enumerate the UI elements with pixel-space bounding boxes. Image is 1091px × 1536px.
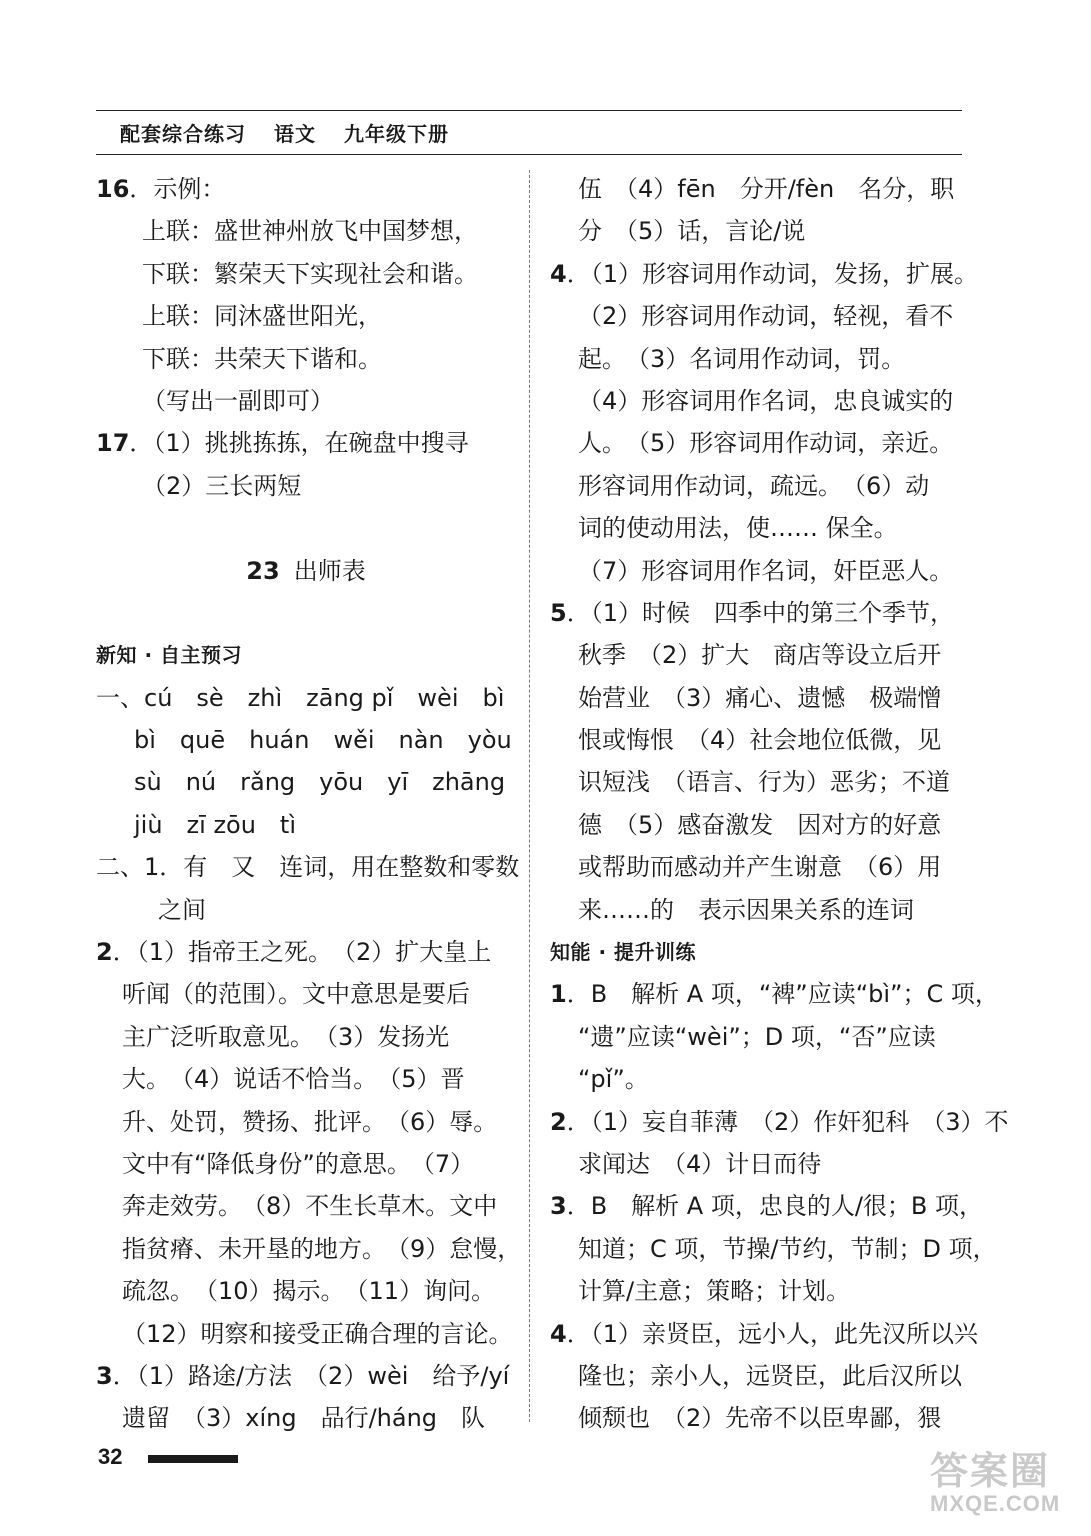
q4-line: （7）形容词用作名词，奸臣恶人。 [578, 556, 954, 585]
page-number-bar [148, 1455, 238, 1463]
q16-line: 16．示例： [96, 175, 226, 203]
q16-line: （写出一副即可） [142, 386, 334, 415]
q4-line: 起。 （3）名词用作动词，罚。 [578, 344, 906, 373]
q4-line: 人。 （5）形容词用作动词，亲近。 [578, 429, 954, 458]
part1-line: sù nú rǎng yōu yī zhāng [134, 768, 506, 797]
left-column [96, 168, 522, 1440]
t3-number: 3 [550, 1192, 567, 1221]
q4-number: 4 [550, 259, 567, 288]
q2-line: 听闻（的范围）。文中意思是要后 [122, 980, 470, 1009]
q3-cont-line: 伍 （4）fēn 分开/fèn 名分，职 [578, 175, 955, 203]
q5-line: 秋季 （2）扩大 商店等设立后开 [578, 641, 942, 670]
q16-line: 上联：盛世神州放飞中国梦想， [142, 217, 478, 246]
q2-line: 主广泛听取意见。 （3）发扬光 [122, 1022, 450, 1051]
q2-line: 升、处罚，赞扬、批评。 （6）辱。 [122, 1107, 498, 1136]
t1-line: “pǐ”。 [578, 1065, 649, 1094]
q16-line: 下联：繁荣天下实现社会和谐。 [142, 259, 478, 288]
q4-line: 词的使动用法，使…… 保全。 [578, 514, 898, 543]
watermark-text: 答案圈 [930, 1451, 1051, 1493]
q3-line: 3．（1）路途/方法 （2）wèi 给予/yí [96, 1361, 510, 1390]
header-bottom-rule [96, 154, 962, 155]
q3-number: 3 [96, 1361, 113, 1390]
q16-line: 下联：共荣天下谐和。 [142, 344, 382, 373]
q2-number: 2 [96, 938, 113, 967]
lesson-title [96, 550, 516, 592]
q2-line: 指贫瘠、未开垦的地方。 （9）怠慢， [122, 1234, 522, 1263]
q2-line: 大。 （4）说话不恰当。 （5）晋 [122, 1065, 465, 1094]
lesson-number: 23 [246, 556, 280, 585]
q17-number: 17 [96, 429, 130, 458]
q2-line: 疏忽。 （10）揭示。 （11）询问。 [122, 1277, 496, 1306]
q2-line: 文中有“降低身份”的意思。 （7） [122, 1149, 475, 1178]
q5-line: 德 （5）感奋激发 因对方的好意 [578, 810, 942, 839]
q5-line: 5．（1）时候 四季中的第三个季节， [550, 598, 954, 627]
t4-line: 隆也；亲小人，远贤臣，此后汉所以 [578, 1361, 962, 1390]
column-divider [529, 170, 530, 1422]
q17-line: 17．（1）挑挑拣拣，在碗盘中搜寻 [96, 429, 469, 458]
section-training-heading: 知能 · 提升训练 [550, 940, 697, 965]
t1-line: “遗”应读“wèi”；D 项，“否”应读 [578, 1022, 936, 1051]
t2-line: 2．（1）妄自菲薄 （2）作奸犯科 （3）不 [550, 1107, 1009, 1136]
q5-line: 来……的 表示因果关系的连词 [578, 895, 914, 924]
t2-number: 2 [550, 1107, 567, 1136]
q5-line: 识短浅 （语言、行为）恶劣；不道 [578, 768, 950, 797]
t1-number: 1 [550, 980, 567, 1009]
q4-line: （2）形容词用作动词，轻视，看不 [578, 302, 954, 331]
t2-line: 求闻达 （4）计日而待 [578, 1149, 822, 1178]
header-top-rule [96, 110, 962, 111]
part1-line: 一、cú sè zhì zāng pǐ wèi bì [96, 683, 505, 712]
t4-number: 4 [550, 1319, 567, 1348]
q16-number: 16 [96, 175, 130, 203]
t4-line: 4．（1）亲贤臣，远小人，此先汉所以兴 [550, 1319, 978, 1348]
page-number: 32 [98, 1444, 123, 1469]
q5-line: 始营业 （3）痛心、遗憾 极端憎 [578, 683, 942, 712]
q5-line: 或帮助而感动并产生谢意 （6）用 [578, 853, 942, 882]
lesson-name: 出师表 [293, 556, 366, 585]
header-book-title: 配套综合练习 [120, 122, 246, 146]
t3-line: 3．B 解析 A 项，忠良的人/很；B 项， [550, 1192, 984, 1221]
q4-line: 4．（1）形容词用作动词，发扬，扩展。 [550, 259, 978, 288]
running-header [120, 118, 477, 147]
part2-line: 二、1．有 又 连词，用在整数和零数 [96, 853, 520, 882]
t3-line: 计算/主意；策略；计划。 [578, 1277, 851, 1306]
t3-line: 知道；C 项，节操/节约，节制；D 项， [578, 1234, 997, 1263]
q5-line: 恨或悔恨 （4）社会地位低微，见 [578, 726, 942, 755]
q2-line: 奔走效劳。 （8）不生长草木。文中 [122, 1192, 498, 1221]
watermark-url: MXQE.COM [930, 1491, 1061, 1516]
q5-number: 5 [550, 598, 567, 627]
watermark-logo [930, 1440, 1080, 1530]
q4-line: （4）形容词用作名词，忠良诚实的 [578, 386, 954, 415]
q4-line: 形容词用作动词，疏远。 （6）动 [578, 471, 930, 500]
header-grade: 九年级下册 [344, 122, 449, 146]
t1-line: 1．B 解析 A 项，“裨”应读“bì”；C 项， [550, 980, 999, 1009]
right-column [550, 168, 1009, 1440]
q16-line: 上联：同沐盛世阳光， [142, 302, 382, 331]
header-subject: 语文 [274, 122, 316, 146]
part1-line: bì quē huán wěi nàn yòu [134, 726, 512, 755]
t4-line: 倾颓也 （2）先帝不以臣卑鄙，猥 [578, 1404, 942, 1433]
section-preview-heading: 新知 · 自主预习 [96, 643, 243, 668]
q17-line: （2）三长两短 [142, 471, 302, 500]
part1-line: jiù zī zōu tì [134, 810, 297, 839]
q3-line: 遗留 （3）xíng 品行/háng 队 [122, 1404, 486, 1433]
part2-line: 之间 [158, 895, 206, 924]
q2-line: （12）明察和接受正确合理的言论。 [122, 1319, 513, 1348]
q3-cont-line: 分 （5）话，言论/说 [578, 217, 806, 246]
q2-line: 2．（1）指帝王之死。 （2）扩大皇上 [96, 938, 492, 967]
